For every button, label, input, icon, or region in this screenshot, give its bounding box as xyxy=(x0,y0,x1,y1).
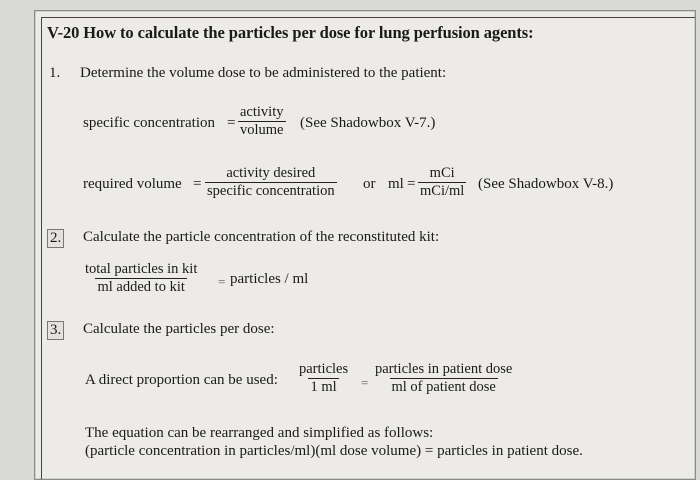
eq2-lhs: required volume xyxy=(83,176,182,192)
eq2-denominator-b: mCi/ml xyxy=(420,182,465,199)
closing-line-2: (particle concentration in particles/ml)(ml dose volume) = particles in patient dose. xyxy=(85,443,583,459)
step-3-text: Calculate the particles per dose: xyxy=(83,321,275,337)
eq3-rhs: particles / ml xyxy=(230,271,309,287)
eq2-numerator: activity desired xyxy=(226,165,316,181)
shadowbox-panel xyxy=(34,10,696,480)
eq2-numerator-b: mCi xyxy=(429,165,455,181)
step-2-number: 2. xyxy=(47,229,64,248)
step-1-text: Determine the volume dose to be administered to the patient: xyxy=(80,65,447,81)
eq1-equals: = xyxy=(227,115,236,131)
eq2-equals-b: = xyxy=(407,176,416,192)
eq1-denominator: volume xyxy=(240,121,284,138)
eq2-or: or xyxy=(363,176,376,192)
eq2-equals: = xyxy=(193,176,202,192)
eq3-numerator: total particles in kit xyxy=(85,261,198,277)
step-2-text: Calculate the particle concentration of the reconstituted kit: xyxy=(83,229,440,245)
eq3-equals: = xyxy=(218,274,226,289)
eq4-intro: A direct proportion can be used: xyxy=(85,372,278,388)
step-3-number: 3. xyxy=(47,321,64,340)
eq3-denominator: ml added to kit xyxy=(97,278,185,295)
eq4-numerator-b: particles in patient dose xyxy=(375,361,513,377)
eq2-fraction-b xyxy=(418,165,466,199)
eq3-fraction xyxy=(83,261,199,295)
section-title: V-20 How to calculate the particles per dose for lung perfusion agents: xyxy=(47,23,534,42)
shadowbox-frame xyxy=(41,17,695,479)
step-1-number: 1. xyxy=(49,65,61,81)
eq4-fraction xyxy=(297,361,350,395)
eq1-numerator: activity xyxy=(240,104,284,120)
eq4-denominator: 1 ml xyxy=(310,378,337,395)
eq4-denominator-b: ml of patient dose xyxy=(391,378,496,395)
eq1-lhs: specific concentration xyxy=(83,115,216,131)
eq2-note: (See Shadowbox V-8.) xyxy=(478,176,614,192)
eq2-denominator: specific concentration xyxy=(207,182,335,199)
eq2-ml: ml xyxy=(388,176,404,192)
eq4-numerator: particles xyxy=(299,361,349,377)
eq4-equals: = xyxy=(361,375,369,390)
eq2-fraction xyxy=(205,165,337,199)
eq4-fraction-b xyxy=(373,361,514,395)
eq1-note: (See Shadowbox V-7.) xyxy=(300,115,436,131)
closing-line-1: The equation can be rearranged and simplified as follows: xyxy=(85,425,434,441)
eq1-fraction xyxy=(238,104,286,138)
